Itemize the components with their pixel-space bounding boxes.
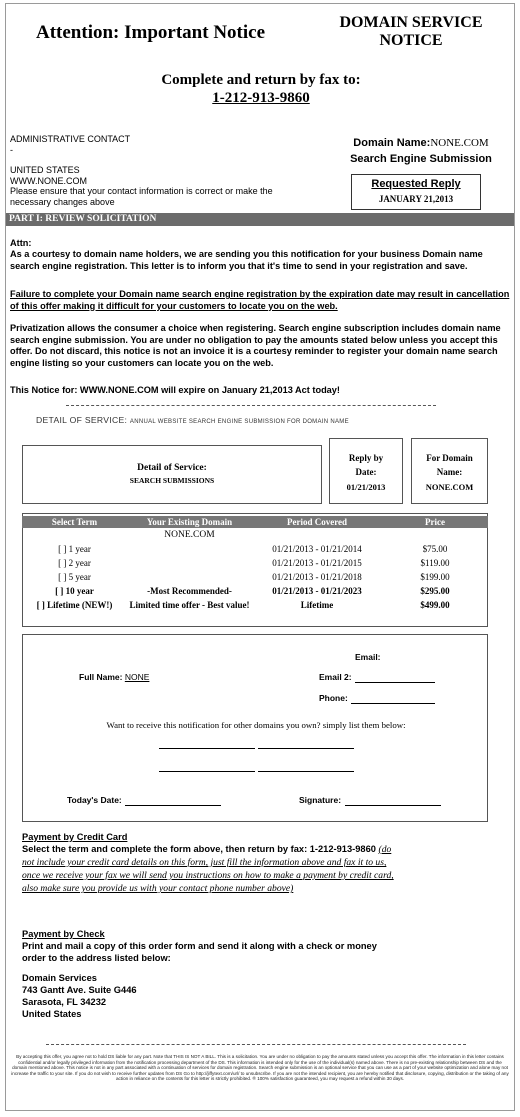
signature-input[interactable] (345, 805, 441, 806)
credit-card-note: (do not include your credit card details on this form, just fill the information above and fax it to us, once we receive your fax we will send you instructions on how to make a payment by credit card, also make sure you provide us with your contact phone number above) (22, 844, 394, 894)
detail-line-value: ANNUAL WEBSITE SEARCH ENGINE SUBMISSION FOR DOMAIN NAME (129, 419, 349, 425)
notice-type-line1: DOMAIN SERVICE (339, 14, 483, 31)
for-domain-box (411, 438, 488, 504)
payment-credit-card (22, 831, 402, 895)
for-domain-value: NONE.COM (425, 482, 474, 492)
term-note (127, 570, 252, 584)
letter-paragraph-2: Failure to complete your Domain name search engine registration by the expiration date may result in cancellation of this offer making it difficult for your customers to locate you on the web. (10, 289, 510, 311)
reply-by-label-1: Reply by (348, 453, 384, 463)
other-domain-input-1[interactable] (159, 748, 255, 749)
term-row[interactable] (22, 598, 488, 612)
footer-disclaimer: By accepting this offer, you agree not to hold DS liable for any part. Note that THIS IS NOT A BILL. This is a solicitation. You are under no obligation to pay the amounts stated unless you accept this offer. The information in this letter contains confidential and/or legally privileged information from the notification processing department of the DS. This information is intended only for the use of the individual(s) named above. There is no pre-existing relationship between DS and the domain mentioned above. This notice is not in any part associated with a continuation of services for domain registration. Search engine submission is an optional service that you can use as a part of your website optimization and alone may not increase the traffic to your site. If you do not wish to receive further updates from DS Go to http://jiffytext.com/url/ to unsubscribe. If you are not the intended recipient, you are hereby notified that disclosure, copying, distribution or the taking of any action in reliance on the contents for this letter is strictly prohibited. ® 100% satisfaction guaranteed, you may request a refund within 30 days. (11, 1054, 509, 1082)
fax-number: 1-212-913-9860 (212, 90, 310, 106)
letter-paragraph-3: Privatization allows the consumer a choice when registering. Search engine subscription includes domain name search engine submission. You are under no obligation to pay the amounts stated below unless you accept this offer. Do not discard, this notice is not an invoice it is a courtesy reminder to register your domain name search engine listing so your customers can locate you on the web. (10, 323, 501, 368)
contact-dash: - (10, 144, 13, 155)
credit-card-text-block (22, 843, 402, 895)
reply-by-box (329, 438, 403, 504)
for-domain-label-2: Name: (436, 467, 463, 477)
credit-card-heading: Payment by Credit Card (22, 832, 128, 842)
term-option[interactable]: [ ] Lifetime (NEW!) (36, 600, 113, 610)
term-period: 01/21/2013 - 01/21/2018 (272, 572, 362, 582)
term-option[interactable]: [ ] 1 year (58, 544, 91, 554)
term-price: $499.00 (420, 600, 450, 610)
term-row[interactable] (22, 584, 488, 598)
domain-name-value: NONE.COM (430, 137, 489, 149)
domain-name-label: Domain Name: (353, 137, 431, 149)
reply-by-label-2: Date: (355, 467, 377, 477)
existing-domain-value: NONE.COM (164, 530, 215, 540)
todays-date-input[interactable] (125, 805, 221, 806)
part1-section-bar: PART I: REVIEW SOLICITATION (6, 213, 514, 226)
header-existing-domain: Your Existing Domain (127, 516, 252, 528)
term-option[interactable]: [ ] 2 year (58, 558, 91, 568)
notice-type-line2: NOTICE (379, 32, 443, 49)
detail-box-value: SEARCH SUBMISSIONS (129, 476, 215, 485)
full-name-field[interactable] (79, 672, 149, 682)
term-price: $295.00 (420, 586, 450, 596)
attn-label: Attn: (10, 238, 32, 248)
term-price: $199.00 (420, 572, 450, 582)
detail-line-label: DETAIL OF SERVICE: (36, 415, 128, 425)
header-price: Price (382, 516, 488, 528)
contact-country: UNITED STATES (10, 165, 80, 175)
requested-reply-box (351, 174, 481, 210)
header-select-term: Select Term (22, 516, 127, 528)
notice-type (316, 14, 506, 50)
divider-2 (46, 1044, 466, 1045)
term-price: $119.00 (420, 558, 450, 568)
signature-label: Signature: (299, 795, 342, 805)
other-domain-input-4[interactable] (258, 771, 354, 772)
term-note: -Most Recommended- (147, 586, 232, 596)
term-period: 01/21/2013 - 01/21/2015 (272, 558, 362, 568)
detail-box-label: Detail of Service: (137, 463, 207, 473)
email2-input[interactable] (355, 682, 435, 683)
full-name-label: Full Name: (79, 672, 123, 682)
phone-label: Phone: (319, 693, 348, 703)
letter-paragraph-4: This Notice for: WWW.NONE.COM will expire on January 21,2013 Act today! (10, 385, 340, 395)
address-line-1: Domain Services (22, 973, 97, 983)
term-price: $75.00 (422, 544, 448, 554)
fax-heading: Complete and return by fax to: (161, 72, 361, 88)
letter-paragraph-1: As a courtesy to domain name holders, we are sending you this notification for your business Domain name search engine registration. This letter is to inform you that it's time to send in your registration and save. (10, 249, 483, 271)
term-period: 01/21/2013 - 01/21/2014 (272, 544, 362, 554)
other-domains-prompt: Want to receive this notification for other domains you own? simply list them below: (106, 720, 406, 730)
term-note (127, 556, 252, 570)
full-name-value: NONE (124, 672, 150, 682)
divider-1 (66, 405, 436, 406)
todays-date-label: Today's Date: (67, 795, 122, 805)
service-name: Search Engine Submission (350, 153, 492, 165)
order-form-box (22, 634, 488, 822)
notice-title: Attention: Important Notice (36, 22, 266, 43)
term-table (22, 516, 488, 612)
term-period: 01/21/2013 - 01/21/2023 (272, 586, 362, 596)
other-domain-input-2[interactable] (258, 748, 354, 749)
check-text: Print and mail a copy of this order form and send it along with a check or money order to the address listed below: (22, 941, 377, 963)
term-period: Lifetime (300, 600, 334, 610)
address-line-2: 743 Gantt Ave. Suite G446 (22, 985, 137, 995)
requested-reply-date: JANUARY 21,2013 (378, 194, 454, 204)
credit-card-text: Select the term and complete the form above, then return by fax: 1-212-913-9860 (22, 844, 376, 854)
email2-label: Email 2: (319, 672, 352, 682)
term-option[interactable]: [ ] 5 year (58, 572, 91, 582)
detail-of-service-line (36, 415, 349, 425)
term-note (127, 542, 252, 556)
check-heading: Payment by Check (22, 929, 105, 939)
term-row[interactable] (22, 556, 488, 570)
payment-check (22, 928, 402, 1020)
detail-of-service-box (22, 445, 322, 504)
contact-label: ADMINISTRATIVE CONTACT (10, 134, 131, 144)
notice-page (5, 3, 515, 1111)
header-period-covered: Period Covered (252, 516, 382, 528)
term-row[interactable] (22, 570, 488, 584)
reply-by-date: 01/21/2013 (346, 482, 386, 492)
domain-info (336, 135, 506, 167)
term-note: Limited time offer - Best value! (129, 600, 250, 610)
address-line-4: United States (22, 1009, 82, 1019)
term-option[interactable]: [ ] 10 year (55, 586, 94, 596)
for-domain-label-1: For Domain (426, 453, 473, 463)
term-row[interactable] (22, 542, 488, 556)
phone-input[interactable] (351, 703, 435, 704)
contact-website: WWW.NONE.COM (10, 175, 87, 186)
term-table-header (22, 516, 488, 528)
requested-reply-label: Requested Reply (371, 178, 461, 190)
administrative-contact (10, 134, 300, 207)
email-label: Email: (355, 652, 381, 662)
address-line-3: Sarasota, FL 34232 (22, 997, 107, 1007)
contact-instruction: Please ensure that your contact information is correct or make the necessary changes above (10, 186, 273, 207)
other-domain-input-3[interactable] (159, 771, 255, 772)
